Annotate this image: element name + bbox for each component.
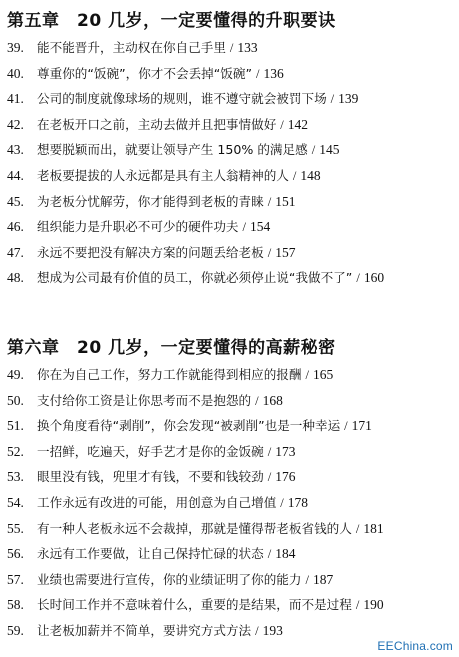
toc-item-page: 168 <box>262 392 283 408</box>
toc-item <box>7 240 457 266</box>
toc-item-separator: / <box>305 368 309 382</box>
toc-item-page: 178 <box>287 494 309 510</box>
toc-item-title: 尊重你的“饭碗”，你才不会丢掉“饭碗” <box>37 65 253 81</box>
toc-item-separator: / <box>355 598 360 613</box>
toc-item-title: 眼里没有钱，兜里才有钱，不要和钱较劲 <box>37 469 264 485</box>
toc-item-title: 组织能力是升职必不可少的硬件功夫 <box>37 219 239 235</box>
toc-item-title: 老板要提拔的人永远都是具有主人翁精神的人 <box>37 167 289 183</box>
toc-item-page: 165 <box>312 367 334 382</box>
toc-item <box>7 439 457 465</box>
toc-item-title: 一招鲜，吃遍天，好手艺才是你的金饭碗 <box>37 443 264 459</box>
toc-item-title: 长时间工作并不意味着什么，重要的是结果，而不是过程 <box>37 597 352 613</box>
toc-item <box>7 464 457 490</box>
chapter-6-title: 第六章 20 几岁，一定要懂得的高薪秘密 <box>7 338 336 358</box>
toc-item-title: 想成为公司最有价值的员工，你就必须停止说“我做不了” <box>37 270 353 286</box>
toc-item-separator: / <box>280 117 284 132</box>
toc-item-number: 40. <box>7 65 24 81</box>
toc-item-separator: / <box>256 66 260 81</box>
toc-item-page: 139 <box>338 91 359 107</box>
chapter-6-list <box>7 362 457 644</box>
toc-item-page: 151 <box>275 193 296 209</box>
toc-item-page: 190 <box>363 597 384 613</box>
toc-item-separator: / <box>267 194 272 209</box>
toc-item-page: 181 <box>363 520 384 536</box>
toc-item-title: 工作永远有改进的可能，用创意为自己增值 <box>37 494 277 510</box>
toc-item-page: 142 <box>287 116 309 132</box>
toc-item-title: 有一种人老板永远不会裁掉，那就是懂得帮老板省钱的人 <box>37 520 352 536</box>
toc-item-separator: / <box>267 547 272 562</box>
toc-item-page: 173 <box>275 443 296 459</box>
toc-item <box>7 490 457 516</box>
toc-item-separator: / <box>280 495 284 510</box>
toc-item-number: 57. <box>7 571 24 587</box>
toc-item-number: 53. <box>7 469 24 485</box>
toc-item-number: 50. <box>7 392 24 408</box>
toc-item-number: 55. <box>7 520 24 536</box>
toc-item-number: 49. <box>7 367 24 382</box>
toc-item-page: 187 <box>312 571 334 587</box>
toc-item-number: 42. <box>7 116 24 132</box>
toc-item-separator: / <box>344 419 348 434</box>
toc-item-separator: / <box>305 572 309 587</box>
toc-item-number: 51. <box>7 418 24 434</box>
toc-item-number: 44. <box>7 167 24 183</box>
toc-item <box>7 61 457 87</box>
toc-item <box>7 163 457 189</box>
toc-item-number: 52. <box>7 443 24 459</box>
toc-item-separator: / <box>267 444 272 459</box>
toc-item-number: 54. <box>7 494 24 510</box>
toc-item-number: 47. <box>7 244 24 260</box>
toc-item-number: 58. <box>7 597 24 613</box>
toc-item-title: 让老板加薪并不简单，要讲究方式方法 <box>37 622 252 638</box>
toc-item-title: 永远有工作要做，让自己保持忙碌的状态 <box>37 546 264 562</box>
toc-item <box>7 388 457 414</box>
toc-item-number: 59. <box>7 622 24 638</box>
toc-item-page: 154 <box>250 219 271 235</box>
toc-item-separator: / <box>255 623 259 638</box>
toc-item <box>7 112 457 138</box>
toc-item <box>7 137 457 163</box>
toc-item-number: 48. <box>7 270 24 286</box>
toc-item-page: 145 <box>319 142 340 158</box>
toc-item-number: 39. <box>7 40 24 55</box>
toc-item-page: 157 <box>275 244 296 260</box>
toc-item-separator: / <box>311 143 316 158</box>
toc-item-separator: / <box>292 168 297 183</box>
toc-item-page: 171 <box>351 418 372 434</box>
toc-item <box>7 265 457 291</box>
toc-item <box>7 592 457 618</box>
toc-item-separator: / <box>229 41 234 55</box>
toc-item <box>7 413 457 439</box>
toc-item-title: 永远不要把没有解决方案的问题丢给老板 <box>37 244 264 260</box>
toc-item <box>7 189 457 215</box>
toc-item-title: 想要脱颖而出，就要让领导产生 150% 的满足感 <box>37 142 308 158</box>
toc-item-number: 56. <box>7 546 24 562</box>
toc-item-page: 160 <box>363 270 385 286</box>
toc-item-number: 45. <box>7 193 24 209</box>
toc-item-page: 176 <box>275 469 296 485</box>
toc-item-page: 148 <box>300 167 321 183</box>
toc-item-separator: / <box>330 92 335 107</box>
toc-item-title: 支付给你工资是让你思考而不是抱怨的 <box>37 392 252 408</box>
toc-item <box>7 362 457 388</box>
toc-item-title: 公司的制度就像球场的规则，谁不遵守就会被罚下场 <box>37 91 327 107</box>
toc-item <box>7 567 457 593</box>
toc-item-page: 133 <box>237 40 258 55</box>
toc-item <box>7 35 457 61</box>
toc-item-title: 你在为自己工作，努力工作就能得到相应的报酬 <box>37 367 302 382</box>
toc-item-title: 在老板开口之前，主动去做并且把事情做好 <box>37 116 277 132</box>
toc-item-title: 业绩也需要进行宣传，你的业绩证明了你的能力 <box>37 571 302 587</box>
toc-item-separator: / <box>355 521 360 536</box>
toc-item-separator: / <box>242 220 246 235</box>
toc-item-number: 41. <box>7 91 24 107</box>
chapter-5-title: 第五章 20 几岁，一定要懂得的升职要诀 <box>7 11 336 31</box>
toc-item-title: 为老板分忧解劳，你才能得到老板的青睐 <box>37 193 264 209</box>
toc-item-title: 能不能晋升，主动权在你自己手里 <box>37 40 226 55</box>
toc-item-number: 43. <box>7 142 24 158</box>
chapter-5-list <box>7 35 457 291</box>
toc-item-separator: / <box>267 470 272 485</box>
toc-item-title: 换个角度看待“剥削”，你会发现“被剥削”也是一种幸运 <box>37 418 341 434</box>
toc-item <box>7 86 457 112</box>
toc-item-page: 193 <box>262 622 283 638</box>
toc-item-page: 136 <box>263 65 284 81</box>
toc-item <box>7 214 457 240</box>
toc-item <box>7 516 457 542</box>
toc-item-page: 184 <box>275 546 296 562</box>
toc-item-separator: / <box>267 245 272 260</box>
toc-item-separator: / <box>255 393 259 408</box>
toc-item-number: 46. <box>7 219 24 235</box>
toc-item <box>7 541 457 567</box>
toc-item-separator: / <box>356 271 360 286</box>
watermark-logo: EEChina.com <box>377 639 453 653</box>
